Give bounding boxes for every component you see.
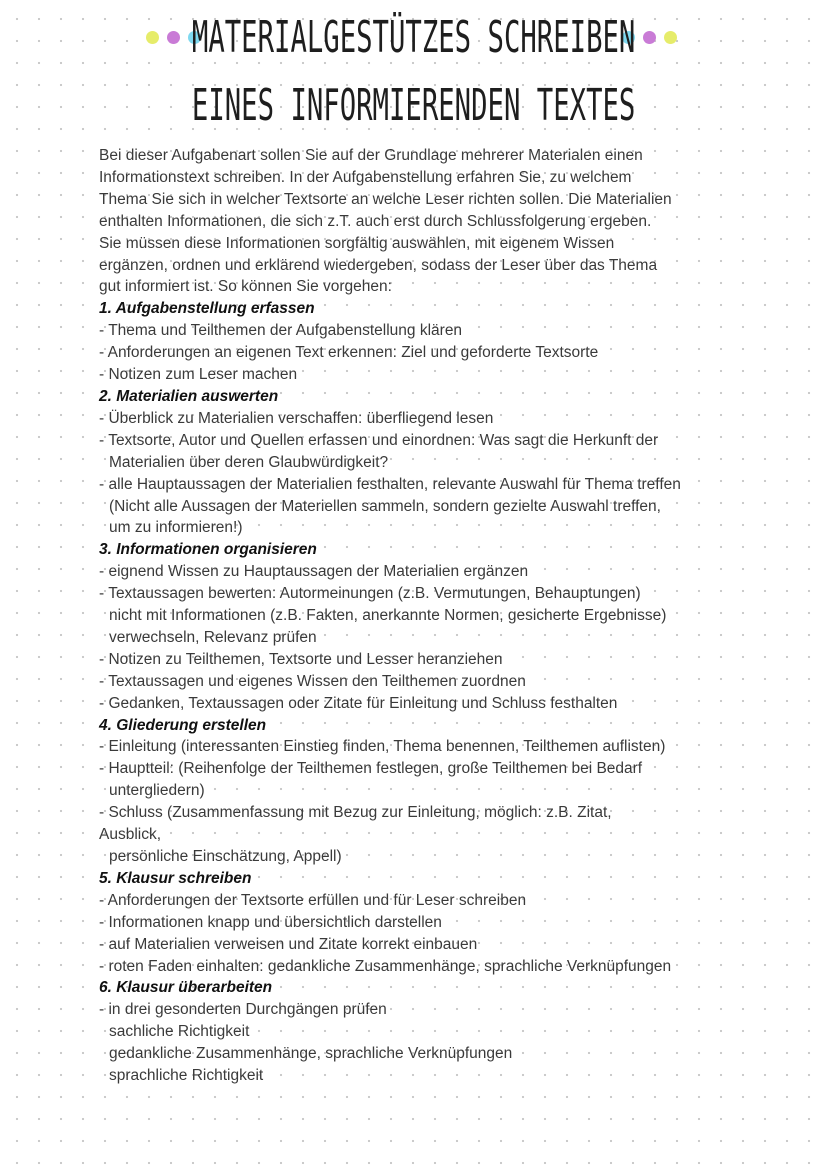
list-item: - Textsorte, Autor und Quellen erfassen und einordnen: Was sagt die Herkunft der (99, 431, 659, 449)
list-item-continuation: persönliche Einschätzung, Appell) (109, 848, 342, 865)
list-item: - Hauptteil: (Reihenfolge der Teilthemen festlegen, große Teilthemen bei Bedarf (99, 760, 643, 778)
list-item: - Einleitung (interessanten Einstieg finden, Thema benennen, Teilthemen auflisten) (99, 738, 666, 756)
intro-paragraph (99, 145, 739, 298)
intro-line: ergänzen, ordnen und erklärend wiedergeben, sodass der Leser über das Thema (99, 256, 658, 274)
list-item: - Überblick zu Materialien verschaffen: überfliegend lesen (99, 409, 494, 427)
page-subtitle (0, 80, 828, 132)
list-item-continuation: verwechseln, Relevanz prüfen (109, 628, 317, 646)
intro-line: Sie müssen diese Informationen sorgfältig auswählen, mit eigenem Wissen (99, 234, 615, 252)
list-item-continuation: um zu informieren!) (109, 519, 243, 537)
list-item-continuation: gedankliche Zusammenhänge, sprachliche Verknüpfungen (109, 1045, 513, 1063)
list-item: - Schluss (Zusammenfassung mit Bezug zur Einleitung, möglich: z.B. Zitat, (99, 804, 612, 822)
section-gliederung (99, 715, 739, 868)
list-item-continuation: (Nicht alle Aussagen der Materiellen sammeln, sondern gezielte Auswahl treffen, (109, 497, 661, 515)
list-item: - Notizen zum Leser machen (99, 366, 298, 384)
section-heading: 5. Klausur schreiben (99, 869, 252, 887)
section-informationen (99, 539, 739, 714)
section-heading: 1. Aufgabenstellung erfassen (99, 300, 315, 318)
section-heading: 4. Gliederung erstellen (99, 716, 267, 734)
list-item-continuation: nicht mit Informationen (z.B. Fakten, anerkannte Normen, gesicherte Ergebnisse) (109, 607, 667, 625)
list-item: - Anforderungen an eigenen Text erkennen: Ziel und geforderte Textsorte (99, 344, 599, 362)
list-item: - Gedanken, Textaussagen oder Zitate für Einleitung und Schluss festhalten (99, 694, 618, 712)
document-body (99, 145, 739, 1087)
list-item: - in drei gesonderten Durchgängen prüfen (99, 1001, 387, 1019)
list-item: - auf Materialien verweisen und Zitate korrekt einbauen (99, 935, 478, 953)
list-item: - Textaussagen und eigenes Wissen den Teilthemen zuordnen (99, 672, 526, 690)
intro-line: enthalten Informationen, die sich z.T. auch erst durch Schlussfolgerung ergeben. (99, 212, 652, 230)
section-materialien (99, 386, 739, 539)
page-title-line-1: MATERIALGESTÜTZES SCHREIBEN (192, 12, 636, 63)
section-heading: 3. Informationen organisieren (99, 541, 317, 559)
list-item-wrap: Ausblick, (99, 826, 162, 844)
section-klausur-ueberarbeiten (99, 977, 739, 1087)
list-item: - roten Faden einhalten: gedankliche Zusammenhänge, sprachliche Verknüpfungen (99, 957, 672, 975)
intro-line: Thema Sie sich in welcher Textsorte an welche Leser richten sollen. Die Materialien (99, 190, 672, 208)
section-heading: 2. Materialien auswerten (99, 387, 279, 405)
section-heading: 6. Klausur überarbeiten (99, 979, 273, 997)
list-item-continuation: untergliedern) (109, 782, 205, 800)
page-title (0, 12, 828, 64)
list-item: - Textaussagen bewerten: Autormeinungen (z.B. Vermutungen, Behauptungen) (99, 585, 641, 603)
list-item: - Thema und Teilthemen der Aufgabenstellung klären (99, 322, 463, 340)
list-item-continuation: Materialien über deren Glaubwürdigkeit? (109, 453, 389, 471)
intro-line: gut informiert ist. So können Sie vorgehen: (99, 278, 392, 296)
list-item: - Anforderungen der Textsorte erfüllen und für Leser schreiben (99, 891, 527, 909)
section-aufgabenstellung (99, 298, 739, 386)
intro-line: Bei dieser Aufgabenart sollen Sie auf der Grundlage mehrerer Materialen einen (99, 147, 643, 164)
list-item: - eignend Wissen zu Hauptaussagen der Materialien ergänzen (99, 563, 529, 581)
page-title-line-2: EINES INFORMIERENDEN TEXTES (192, 80, 636, 131)
list-item-continuation: sachliche Richtigkeit (109, 1023, 250, 1041)
list-item: - Notizen zu Teilthemen, Textsorte und Lesser heranziehen (99, 650, 503, 668)
list-item-continuation: sprachliche Richtigkeit (109, 1067, 264, 1085)
intro-line: Informationstext schreiben. In der Aufgabenstellung erfahren Sie, zu welchem (99, 168, 632, 186)
section-klausur-schreiben (99, 868, 739, 978)
list-item: - Informationen knapp und übersichtlich darstellen (99, 913, 442, 931)
list-item: - alle Hauptaussagen der Materialien festhalten, relevante Auswahl für Thema treffen (99, 475, 681, 493)
